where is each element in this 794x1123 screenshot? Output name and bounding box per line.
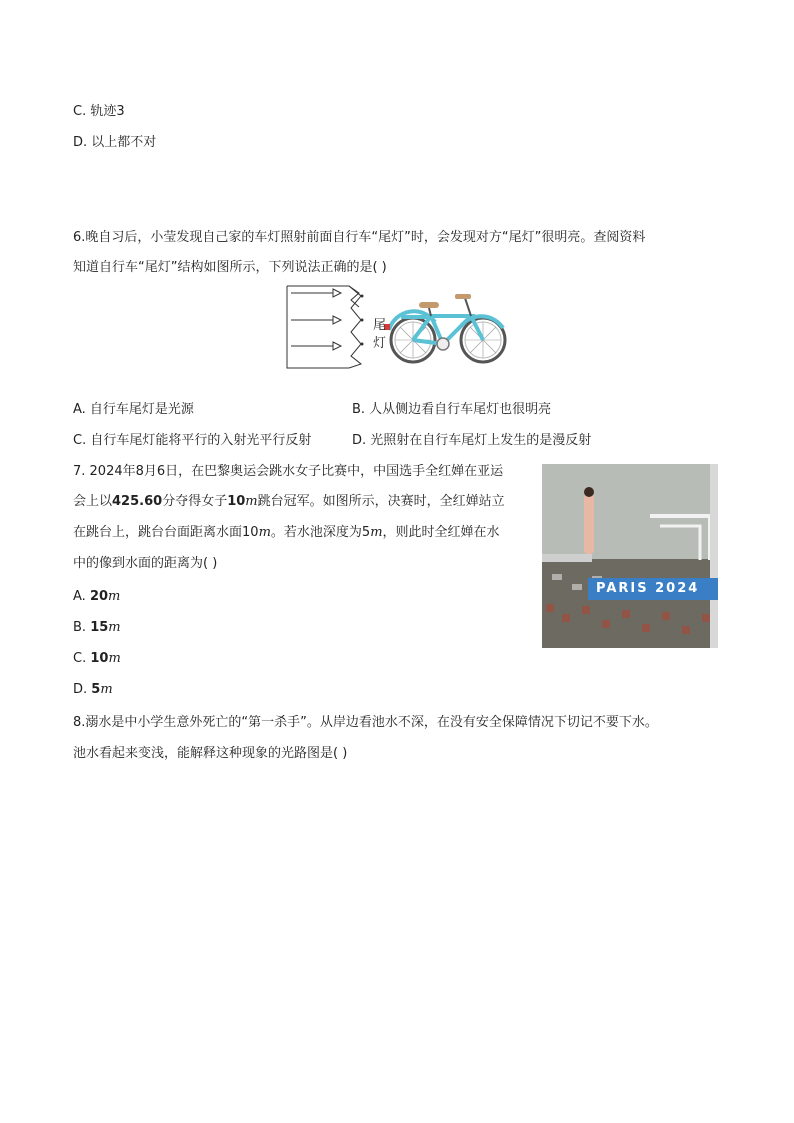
q7-unit-m: m: [245, 494, 258, 509]
q7-line3-text-a: 在跳台上，跳台台面距离水面: [73, 525, 243, 540]
q7-line2-text-a: 会上以: [73, 494, 113, 509]
bicycle-icon: [384, 294, 505, 362]
q6-stem-line2: 知道自行车“尾灯”结构如图所示，下列说法正确的是( ): [73, 260, 387, 275]
q7-height-value: 10: [242, 525, 259, 540]
q7-unit-m: m: [258, 525, 271, 540]
q7-option-c: [73, 649, 121, 669]
q6-option-d: D. 光照射在自行车尾灯上发生的是漫反射: [352, 433, 592, 448]
option-unit: m: [100, 682, 113, 697]
option-unit: m: [108, 620, 121, 635]
q7-stem-line2: [73, 492, 505, 512]
q8-stem-line1: 8.溺水是中小学生意外死亡的“第一杀手”。从岸边看池水不深，在没有安全保障情况下切记不要下水。: [73, 715, 658, 730]
option-value: 5: [91, 682, 101, 697]
q7-option-b: [73, 618, 121, 638]
tail-light-diagram: [285, 282, 515, 372]
q7-option-d: [73, 680, 113, 700]
q7-line2-text-c: 跳台冠军。如图所示，决赛时，全红婵站立: [257, 494, 505, 509]
q7-stem-line4: 中的像到水面的距离为( ): [73, 556, 218, 571]
q7-line3-text-b: 。若水池深度为: [270, 525, 362, 540]
q7-stem-line1: 7. 2024年8月6日，在巴黎奥运会跳水女子比赛中，中国选手全红婵在亚运: [73, 464, 504, 479]
option-unit: m: [108, 651, 121, 666]
q6-figure: [285, 282, 515, 372]
q7-depth-value: 5: [361, 525, 371, 540]
option-value: 20: [89, 589, 109, 604]
q7-option-a: [73, 587, 120, 607]
q7-line3-text-c: ，则此时全红婵在水: [382, 525, 500, 540]
tail-light-label-1: 尾: [373, 318, 387, 333]
option-letter: D.: [73, 682, 88, 697]
tail-light-label-2: 灯: [373, 336, 387, 351]
q7-stem-line3: [73, 523, 500, 543]
option-value: 15: [90, 620, 109, 635]
paris-2024-banner: PARIS 2024: [596, 581, 700, 596]
option-letter: A.: [73, 589, 86, 604]
q7-line2-text-b: 分夺得女子: [162, 494, 228, 509]
q5-option-c: C. 轨迹3: [73, 104, 125, 119]
q5-option-d: D. 以上都不对: [73, 135, 157, 150]
option-letter: B.: [73, 620, 87, 635]
q7-score: 425.60: [112, 494, 163, 509]
q6-stem-line1: 6.晚自习后，小莹发现自己家的车灯照射前面自行车“尾灯”时，会发现对方“尾灯”很明亮。查阅资料: [73, 230, 646, 245]
option-unit: m: [108, 589, 121, 604]
q6-option-b: B. 人从侧边看自行车尾灯也很明亮: [352, 402, 552, 417]
option-value: 10: [90, 651, 109, 666]
option-letter: C.: [73, 651, 87, 666]
q7-unit-m: m: [370, 525, 383, 540]
q6-option-c: C. 自行车尾灯能将平行的入射光平行反射: [73, 433, 312, 448]
q8-stem-line2: 池水看起来变浅，能解释这种现象的光路图是( ): [73, 746, 348, 761]
q6-option-a: A. 自行车尾灯是光源: [73, 402, 194, 417]
diving-photo: [542, 464, 718, 648]
q7-platform-height: 10: [227, 494, 246, 509]
